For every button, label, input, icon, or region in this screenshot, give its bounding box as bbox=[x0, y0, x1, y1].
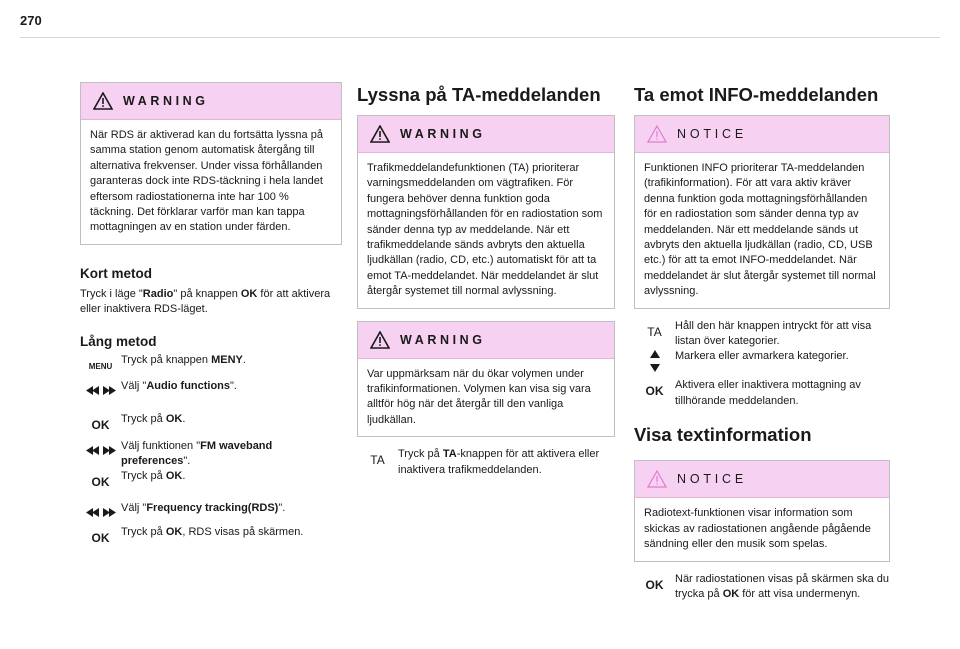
text-run: Tryck på bbox=[398, 448, 443, 461]
step-text bbox=[398, 447, 615, 478]
notice-text: Radiotext-funktionen visar information som skickas av radiostationen angående pågående sändning eller den musik som spelas. bbox=[644, 507, 871, 551]
warning-label: WARNING bbox=[400, 332, 486, 347]
step-text bbox=[121, 469, 342, 489]
text-run: Välj funktionen " bbox=[121, 439, 201, 452]
short-method-title: Kort metod bbox=[80, 265, 152, 281]
icon-glyph: OK bbox=[91, 531, 110, 546]
text-run: " på knappen bbox=[173, 287, 241, 300]
bold-term: OK bbox=[722, 587, 740, 600]
ta-section-title: Lyssna på TA-meddelanden bbox=[357, 84, 601, 105]
ok-button-icon bbox=[634, 572, 675, 603]
text-run: Aktivera eller inaktivera mottagning av tillhörande meddelanden. bbox=[675, 379, 861, 407]
step-row bbox=[80, 469, 342, 489]
menu-button-icon bbox=[80, 353, 121, 371]
warning-header bbox=[358, 116, 614, 153]
warning-box-rds bbox=[80, 82, 342, 245]
step-row bbox=[80, 439, 342, 470]
step-text bbox=[121, 525, 342, 545]
column-ta bbox=[357, 82, 615, 478]
bold-term: MENY bbox=[211, 353, 243, 366]
text-run: Tryck i läge " bbox=[80, 287, 143, 300]
icon-glyph: OK bbox=[645, 577, 664, 592]
ok-button-icon bbox=[634, 378, 675, 409]
warning-triangle-icon bbox=[370, 331, 390, 349]
icon-glyph: OK bbox=[91, 475, 110, 490]
step-text bbox=[121, 353, 342, 371]
bold-term: TA bbox=[442, 448, 457, 461]
text-run: Håll den här knappen intryckt för att visa listan över kategorier. bbox=[675, 319, 872, 348]
warning-triangle-icon bbox=[370, 125, 390, 143]
text-run: ". bbox=[278, 502, 286, 515]
text-run: , RDS visas på skärmen. bbox=[182, 526, 304, 539]
ok-button-icon bbox=[80, 469, 121, 489]
info-steps bbox=[634, 319, 890, 410]
warning-header bbox=[81, 83, 341, 120]
warning-label: WARNING bbox=[400, 127, 486, 141]
header-divider bbox=[20, 37, 940, 38]
bold-term: Frequency tracking(RDS) bbox=[146, 502, 279, 515]
notice-box-radiotext bbox=[634, 460, 890, 561]
text-run: Tryck på bbox=[121, 470, 166, 483]
ta-button-icon bbox=[634, 319, 675, 350]
notice-header bbox=[635, 461, 889, 498]
text-run: -knappen för att aktivera eller inaktivera trafikmeddelanden. bbox=[398, 448, 600, 476]
notice-triangle-icon bbox=[647, 125, 667, 143]
text-run: för att aktivera eller inaktivera RDS-läget. bbox=[80, 287, 331, 316]
warning-label: WARNING bbox=[123, 94, 209, 108]
warning-header bbox=[358, 322, 614, 359]
step-row bbox=[80, 501, 342, 517]
step-row bbox=[634, 378, 890, 409]
bold-term: Audio functions bbox=[146, 379, 231, 392]
ta-steps bbox=[357, 447, 615, 478]
column-info bbox=[634, 82, 890, 602]
icon-glyph: OK bbox=[645, 384, 664, 399]
step-row bbox=[80, 525, 342, 545]
left-right-arrows-icon bbox=[80, 439, 121, 470]
step-text bbox=[675, 378, 890, 409]
icon-glyph: OK bbox=[91, 417, 110, 432]
warning-text: Var uppmärksam när du ökar volymen under trafikinformationen. Volymen kan visa sig vara alltför hög när det återgår till den vanliga ljudkällan. bbox=[367, 367, 591, 426]
bold-term: OK bbox=[165, 470, 183, 483]
notice-header bbox=[635, 116, 889, 153]
warning-triangle-icon bbox=[93, 92, 113, 110]
step-text bbox=[121, 439, 342, 470]
bold-term: FM waveband preferences bbox=[121, 439, 273, 468]
notice-text: Funktionen INFO prioriterar TA-meddelanden (trafikinformation). För att vara aktiv kräver denna funktion goda mottagningsförhållanden för en radiostation som sänder denna typ av meddelanden. När ett meddelande sänds ut avbryts den aktuella ljudkällan (radio, CD, USB etc.) för att ta emot INFO-meddelandet. När meddelandet är slut återgår systemet till normal avlyssning. bbox=[644, 162, 876, 298]
left-right-arrows-icon bbox=[80, 501, 121, 517]
step-row bbox=[80, 353, 342, 371]
step-text bbox=[675, 572, 890, 603]
ok-button-icon bbox=[80, 412, 121, 432]
step-row bbox=[634, 349, 890, 372]
text-run: Välj " bbox=[121, 502, 147, 515]
icon-glyph: MENU bbox=[88, 361, 113, 371]
text-run: för att visa undermenyn. bbox=[739, 587, 861, 600]
column-rds bbox=[80, 82, 342, 545]
step-text bbox=[121, 412, 342, 432]
ok-button-icon bbox=[80, 525, 121, 545]
warning-text: När RDS är aktiverad kan du fortsätta lyssna på samma station genom automatisk återgång till alternativa frekvenser. Under vissa förhållanden garanteras dock inte RDS-täckning i hela landet eftersom radiostationerna inte har 100 % täckning. Det förklarar varför man kan tappa mottagningen av en station under färden. bbox=[90, 129, 323, 234]
step-text bbox=[121, 379, 342, 395]
info-section-title: Ta emot INFO-meddelanden bbox=[634, 84, 879, 105]
textinfo-section-title: Visa textinformation bbox=[634, 424, 812, 446]
notice-label: NOTICE bbox=[677, 472, 748, 487]
long-method-steps bbox=[80, 353, 342, 546]
text-run: Tryck på bbox=[121, 526, 166, 539]
warning-box-ta bbox=[357, 115, 615, 309]
text-run: Välj " bbox=[121, 379, 147, 392]
icon-glyph: TA bbox=[647, 324, 662, 339]
textinfo-steps bbox=[634, 572, 890, 603]
text-run: Markera eller avmarkera kategorier. bbox=[675, 350, 849, 363]
notice-label: NOTICE bbox=[677, 127, 748, 141]
text-run: Tryck på knappen bbox=[121, 353, 212, 366]
step-row bbox=[634, 319, 890, 350]
text-run: När radiostationen visas på skärmen ska du trycka på bbox=[675, 572, 889, 600]
text-run: ". bbox=[183, 455, 191, 468]
step-row bbox=[80, 412, 342, 432]
ta-button-icon bbox=[357, 447, 398, 478]
step-text bbox=[121, 501, 342, 517]
text-run: . bbox=[242, 353, 246, 366]
left-right-arrows-icon bbox=[80, 379, 121, 395]
bold-term: OK bbox=[240, 287, 258, 300]
page-number: 270 bbox=[20, 13, 42, 28]
notice-triangle-icon bbox=[647, 470, 667, 488]
step-row bbox=[80, 379, 342, 395]
short-method-text bbox=[80, 287, 342, 318]
step-text bbox=[675, 319, 890, 350]
long-method-title: Lång metod bbox=[80, 333, 157, 349]
text-run: ". bbox=[230, 379, 237, 392]
icon-glyph: TA bbox=[370, 453, 385, 468]
bold-term: OK bbox=[165, 412, 183, 425]
text-run: Tryck på bbox=[121, 412, 166, 425]
bold-term: OK bbox=[165, 526, 183, 539]
up-down-arrows-icon bbox=[634, 349, 675, 372]
warning-text: Trafikmeddelandefunktionen (TA) prioriterar varningsmeddelanden om vägtrafiken. För fungera behöver denna funktion goda mottagningsförhållanden för en radiostation som sänder denna typ av meddelande. När ett trafikmeddelande sänds avbryts den aktuella ljudkällan (radio, CD, etc.) automatiskt för att ta emot TA-meddelandet. När meddelandet är slut återgår systemet till normal avlyssning. bbox=[367, 162, 603, 298]
text-run: . bbox=[182, 470, 186, 483]
text-run: . bbox=[182, 412, 186, 425]
notice-box-info bbox=[634, 115, 890, 309]
step-text bbox=[675, 349, 890, 372]
step-row bbox=[634, 572, 890, 603]
bold-term: Radio bbox=[142, 287, 174, 300]
step-row bbox=[357, 447, 615, 478]
warning-box-volume bbox=[357, 321, 615, 438]
